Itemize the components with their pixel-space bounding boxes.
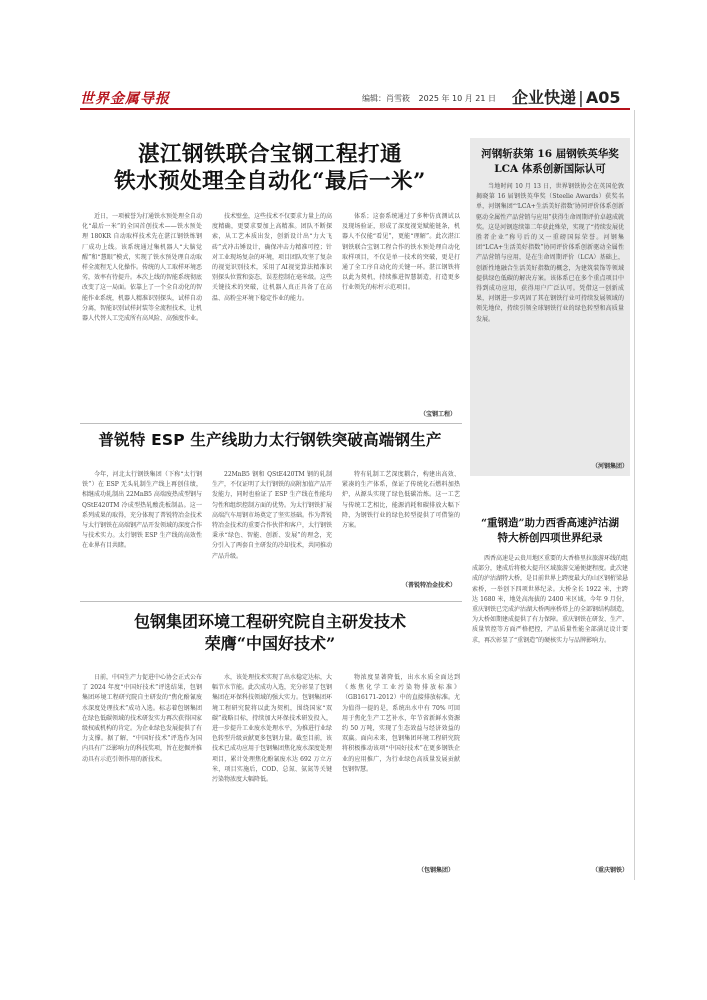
- sidebar-2-title-line-1: “重钢造”助力西香高速泸沽湖: [480, 517, 620, 529]
- article-2-column-2: 22MnB5 钢和 QStE420TM 钢的轧制生产，不仅证明了太行钢铁的高附加值产品开发能力，同时也验证了 ESP 生产线在性能均匀性和组织控制方面的优势。为太行钢铁扩展高端汽车用钢市场奠定了坚实基础。作为普锐特冶金技术的重要合作伙伴和客户，太行钢铁秉承“绿色、智能、创新、发展”的理念，充分引入了两套自主研发的冷却技术，共同推动产品升级。: [212, 471, 332, 560]
- column-rule: [634, 110, 635, 880]
- page-number: A05: [585, 88, 621, 107]
- article-divider-2: [80, 601, 462, 602]
- sidebar-1-title-line-2: LCA 体系创新国际认可: [494, 162, 606, 175]
- article-1-signoff: （宝钢工程）: [420, 411, 457, 418]
- newspaper-logo: 世界金属导报: [80, 91, 170, 107]
- sidebar-1-body: 当地时间 10 月 13 日，世界钢铁协会在英国伦敦揭晓第 16 届钢铁英华奖（Steelie Awards）获奖名单，河钢集团“‘LCA+生活美好指数’协同评价体系创新驱动全属性产品营销与应用”获得生命周期评价卓越成就奖。这是河钢连续第二年获此殊荣，实现了“持续发展优胜者企业”称号后的又一重磅国际荣誉。河钢集团“LCA+生活美好指数”协同评价体系创新驱动全属性产品营销与应用，是在生命周期评价（LCA）基础上，创新性地融合生活美好指数的概念，为建筑装饰等领域提供绿色低碳的解决方案。该体系已在多个重点项目中得到成功应用，获得用户广泛认可。凭借这一创新成果，河钢进一步巩固了其在钢铁行业可持续发展领域的领先地位，持续引领全球钢铁行业的绿色转型和高质量发展。: [476, 183, 624, 323]
- article-divider-1: [80, 423, 462, 424]
- article-3-title-line-2: 荣膺“中国好技术”: [204, 633, 336, 653]
- sidebar-2-headline: [470, 516, 630, 545]
- section-header: [512, 85, 621, 108]
- article-2-signoff: （普锐特冶金技术）: [402, 582, 457, 589]
- sidebar-2-signoff: （重庆钢铁）: [592, 867, 629, 874]
- sidebar-1-title-line-1: 河钢斩获第 16 届钢铁英华奖: [481, 148, 619, 160]
- article-3-title-line-1: 包钢集团环境工程研究院自主研发技术: [133, 612, 406, 631]
- article-2-column-1: 今年，河北太行钢铁集团（下称“太行钢铁”）在 ESP 无头轧制生产线上再创佳绩，相继成功轧制出 22MnB5 高端废热成型钢与 QStE420TM 冷成型热轧酸洗板制品。这一系列成果的取得，充分体现了普锐特冶金技术与太行钢铁在高端钢产品开发领域的深度合作与技术实力。太行钢铁 ESP 生产线的高效性在业界有目共睹。: [82, 471, 202, 550]
- article-3-column-1: 日前，中国生产力促进中心协会正式公布了 2024 年度“中国好技术”评选结果，包钢集团环境工程研究院自主研发的“焦化酚氰废水深度处理技术”成功入选。标志着包钢集团在绿色低碳领域的技术研发实力再次获得国家级权威机构的肯定。为企业绿色发展提供了有力支撑。据了解，“中国好技术”评选作为国内具有广泛影响力的科技奖项，旨在挖掘并推动具有示范引领作用的新技术。: [82, 674, 202, 763]
- article-2-column-3: 特有轧制工艺深度耦合，构建出高效、紧凑的生产体系，保证了传统化石燃料加热炉，从源头实现了绿色低碳冶炼。这一工艺与传统工艺相比，能源消耗和碳排放大幅下降，为钢铁行业的绿色转型提供了可借鉴的方案。: [342, 471, 460, 530]
- article-3-headline: [80, 611, 460, 654]
- article-1-title-line-2: 铁水预处理全自动化“最后一米”: [114, 168, 426, 194]
- sidebar-1-headline: [470, 147, 630, 176]
- issue-date: 2025 年 10 月 21 日: [418, 94, 496, 103]
- sidebar-1-signoff: （河钢集团）: [592, 463, 629, 470]
- article-3-column-2: 水，该处理技术实现了出水稳定达标，大幅节水节能。此次成功入选，充分彰显了包钢集团在环保科技领域的强大实力。包钢集团环境工程研究院将以此为契机，围绕国家“双碳”战略目标，持续加大环保技术研发投入，进一步提升工业废水处理水平，为推进行业绿色转型升级贡献更多包钢力量。截至目前，该技术已成功应用于包钢集团焦化废水深度处理项目，累计处理焦化酚氰废水达 692 万立方米，项目实施后，COD、总氮、氨氮等关键污染物浓度大幅降低。: [212, 674, 332, 784]
- article-1-column-2: 技术壁垒，这些技术不仅要求力量上的高度精确，更要求要加上高精准。团队不断探索，从工艺本质出发，创新设计出“力大飞砖”式冲击锤设计，确保冲击力精准可控；针对工业现场复杂的环境，项目团队攻坚了复杂的视觉识别技术，采用了AI视觉算法精准识别探头位置和姿态，误差控制在毫米级。这些关键技术的突破，让机器人真正具备了在高温、高粉尘环境下稳定作业的能力。: [212, 213, 332, 302]
- article-1-column-1: 近日，一项被誉为打通铁水预处理全自动化“最后一米”的全国首创技术——铁水预处理 180KR 自动取样技术先在湛江钢铁炼钢厂成功上线。该系统通过集机器人“大脑觉醒”和“慧眼”模式，实现了铁水预处理自动取样全流程无人化操作。传统的人工取样环境恶劣，效率有待提升。本次上线的智能系统彻底改变了这一局面。依靠上了一个全自动化的智能作业系统，机器人精准识别探头，试样自动分离，智能识别试样封装等全流程技术，让机器人代替人工完成所有高风险、高强度作业。: [82, 213, 202, 323]
- article-2-headline: 普锐特 ESP 生产线助力太行钢铁突破高端钢生产: [98, 431, 442, 449]
- section-separator: |: [578, 88, 584, 107]
- sidebar-2-body: 西香高速是云贵川地区重要的大香格里拉旅游环线的组成部分，建成后将极大提升区域旅游交通便捷程度。此次建成的泸沽湖特大桥，是目前世界上跨度最大的山区钢桁梁悬索桥，一举创下四项世界纪录。大桥全长 1922 米，主跨达 1680 米，地处高海拔的 2400 米区域。今年 9 月份，重庆钢铁已完成泸沽湖大桥两座桥塔上的全部钢结构制造，为大桥如期建成提供了有力保障。重庆钢铁在研发、生产、质量管控等方面严格把控，产品质量性能全部满足设计要求，再次彰显了“重钢造”的硬核实力与品牌影响力。: [472, 555, 628, 644]
- article-1-title-line-1: 湛江钢铁联合宝钢工程打通: [137, 142, 402, 167]
- article-3-column-3: 物浓度显著降低，出水水质全面达到《炼焦化学工业污染物排放标准》（GB16171-2012）中的直接排放标准。尤为值得一提的是，系统出水中有 70% 可回用于焦化生产工艺补水，年节省新鲜水资源约 50 万吨，实现了生态效益与经济效益的双赢。面向未来，包钢集团环境工程研究院将积极推动该项“中国好技术”在更多钢铁企业的应用推广，为行业绿色高质量发展贡献包钢智慧。: [342, 674, 460, 773]
- article-1-headline: [80, 142, 460, 196]
- masthead-rule: [80, 108, 630, 110]
- editor-label: 编辑：肖雪筱: [362, 94, 410, 103]
- sidebar-2-title-line-2: 特大桥创四项世界纪录: [497, 531, 603, 544]
- section-name: 企业快递: [512, 88, 577, 107]
- article-1-column-3: 体系；这套系统通过了多种仿真测试以及现场验证，形成了深度视觉赋能链条，机器人不仅能“看见”，更能“理解”。此次湛江钢铁联合宝钢工程合作的铁水预处理自动化取样项目，不仅是单一技术的突破，更是打通了全工序自动化的关键一环。湛江钢铁将以此为契机，持续推进智慧制造，打造更多行业领先的标杆示范项目。: [342, 213, 460, 292]
- issue-meta: [362, 93, 502, 104]
- article-3-signoff: （包钢集团）: [418, 867, 455, 874]
